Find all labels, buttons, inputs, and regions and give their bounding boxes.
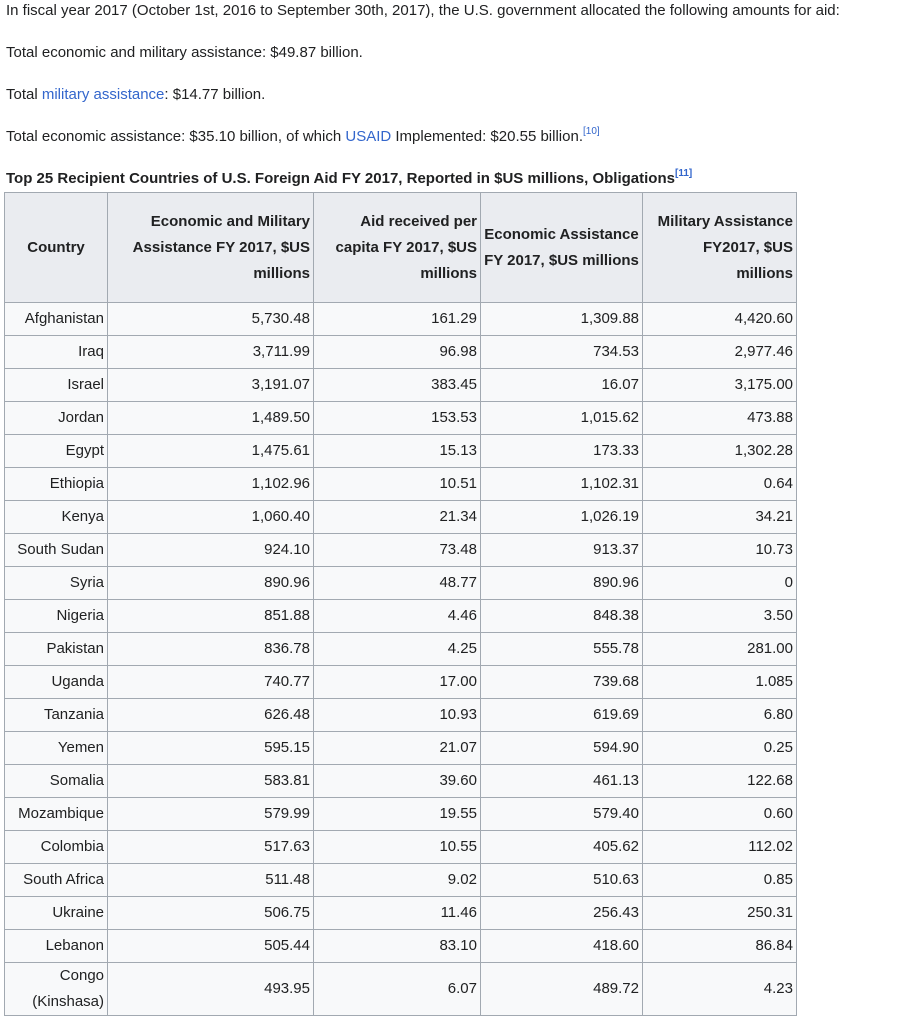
intro-text: Total	[6, 86, 42, 103]
cell-economic: 256.43	[481, 897, 643, 930]
table-caption	[6, 169, 692, 189]
cell-military: 0.64	[643, 468, 797, 501]
cell-total-assistance: 890.96	[108, 567, 314, 600]
cell-country: Pakistan	[5, 633, 108, 666]
cell-country: Ethiopia	[5, 468, 108, 501]
cell-military: 1.085	[643, 666, 797, 699]
table-row	[5, 798, 797, 831]
cell-per-capita: 48.77	[314, 567, 481, 600]
cell-country: Lebanon	[5, 930, 108, 963]
cell-economic: 1,102.31	[481, 468, 643, 501]
cell-military: 0.25	[643, 732, 797, 765]
cell-military: 86.84	[643, 930, 797, 963]
cell-country: Iraq	[5, 336, 108, 369]
table-row	[5, 633, 797, 666]
table-row	[5, 963, 797, 1016]
cell-economic: 913.37	[481, 534, 643, 567]
table-row	[5, 732, 797, 765]
cell-per-capita: 161.29	[314, 303, 481, 336]
cell-economic: 418.60	[481, 930, 643, 963]
table-row	[5, 534, 797, 567]
cell-total-assistance: 595.15	[108, 732, 314, 765]
cell-country: Kenya	[5, 501, 108, 534]
cell-military: 112.02	[643, 831, 797, 864]
table-row	[5, 831, 797, 864]
cell-country: Syria	[5, 567, 108, 600]
cell-military: 34.21	[643, 501, 797, 534]
cell-economic: 594.90	[481, 732, 643, 765]
cell-per-capita: 83.10	[314, 930, 481, 963]
cell-per-capita: 383.45	[314, 369, 481, 402]
table-row	[5, 567, 797, 600]
intro-text: In fiscal year 2017 (October 1st, 2016 to September 30th, 2017), the U.S. government allocated the following amounts for aid:	[6, 2, 840, 19]
intro-text: : $14.77 billion.	[164, 86, 266, 103]
cell-total-assistance: 579.99	[108, 798, 314, 831]
cell-military: 2,977.46	[643, 336, 797, 369]
table-row	[5, 930, 797, 963]
table-row	[5, 468, 797, 501]
cell-economic: 173.33	[481, 435, 643, 468]
cell-military: 250.31	[643, 897, 797, 930]
column-header-total-assistance[interactable]: Economic and Military Assistance FY 2017, $US millions	[108, 193, 314, 303]
cell-military: 281.00	[643, 633, 797, 666]
table-header-row	[5, 193, 797, 303]
cell-military: 6.80	[643, 699, 797, 732]
cell-total-assistance: 851.88	[108, 600, 314, 633]
cell-military: 1,302.28	[643, 435, 797, 468]
citation-ref[interactable]: [11]	[674, 168, 693, 179]
cell-country: Nigeria	[5, 600, 108, 633]
cell-total-assistance: 506.75	[108, 897, 314, 930]
cell-total-assistance: 3,191.07	[108, 369, 314, 402]
cell-per-capita: 4.25	[314, 633, 481, 666]
cell-country: Afghanistan	[5, 303, 108, 336]
table-row	[5, 303, 797, 336]
cell-total-assistance: 511.48	[108, 864, 314, 897]
column-header-per-capita[interactable]: Aid received per capita FY 2017, $US millions	[314, 193, 481, 303]
cell-per-capita: 10.51	[314, 468, 481, 501]
cell-total-assistance: 1,475.61	[108, 435, 314, 468]
cell-country: Yemen	[5, 732, 108, 765]
cell-country: Congo (Kinshasa)	[5, 963, 108, 1016]
cell-per-capita: 96.98	[314, 336, 481, 369]
cell-total-assistance: 740.77	[108, 666, 314, 699]
intro-text: Total economic assistance: $35.10 billion, of which	[6, 128, 346, 145]
table-row	[5, 336, 797, 369]
cell-total-assistance: 583.81	[108, 765, 314, 798]
intro-text: Total economic and military assistance: $49.87 billion.	[6, 44, 363, 61]
intro-paragraph-fiscal-year	[6, 1, 840, 21]
cell-country: Jordan	[5, 402, 108, 435]
column-header-military[interactable]: Military Assistance FY2017, $US millions	[643, 193, 797, 303]
cell-per-capita: 21.07	[314, 732, 481, 765]
table-body	[5, 303, 797, 1016]
cell-total-assistance: 1,489.50	[108, 402, 314, 435]
cell-per-capita: 19.55	[314, 798, 481, 831]
cell-total-assistance: 493.95	[108, 963, 314, 1016]
cell-total-assistance: 5,730.48	[108, 303, 314, 336]
cell-total-assistance: 1,060.40	[108, 501, 314, 534]
cell-per-capita: 9.02	[314, 864, 481, 897]
table-row	[5, 501, 797, 534]
cell-country: Israel	[5, 369, 108, 402]
cell-per-capita: 15.13	[314, 435, 481, 468]
cell-per-capita: 6.07	[314, 963, 481, 1016]
cell-economic: 1,015.62	[481, 402, 643, 435]
cell-military: 0	[643, 567, 797, 600]
cell-total-assistance: 1,102.96	[108, 468, 314, 501]
table-row	[5, 600, 797, 633]
cell-total-assistance: 626.48	[108, 699, 314, 732]
table-row	[5, 864, 797, 897]
intro-paragraph-economic	[6, 127, 600, 147]
cell-economic: 405.62	[481, 831, 643, 864]
intro-paragraph-military	[6, 85, 265, 105]
cell-economic: 619.69	[481, 699, 643, 732]
cell-military: 122.68	[643, 765, 797, 798]
cell-country: Tanzania	[5, 699, 108, 732]
table-row	[5, 369, 797, 402]
cell-total-assistance: 836.78	[108, 633, 314, 666]
cell-economic: 555.78	[481, 633, 643, 666]
cell-military: 10.73	[643, 534, 797, 567]
citation-ref[interactable]: [10]	[583, 126, 600, 137]
cell-military: 4.23	[643, 963, 797, 1016]
cell-economic: 510.63	[481, 864, 643, 897]
cell-total-assistance: 924.10	[108, 534, 314, 567]
cell-economic: 579.40	[481, 798, 643, 831]
cell-country: South Sudan	[5, 534, 108, 567]
table-caption-text: Top 25 Recipient Countries of U.S. Foreign Aid FY 2017, Reported in $US millions, Obligations	[6, 170, 675, 187]
table-row	[5, 666, 797, 699]
intro-text: Implemented: $20.55 billion.	[391, 128, 583, 145]
cell-economic: 489.72	[481, 963, 643, 1016]
cell-military: 3,175.00	[643, 369, 797, 402]
cell-economic: 890.96	[481, 567, 643, 600]
cell-per-capita: 10.55	[314, 831, 481, 864]
cell-country: Somalia	[5, 765, 108, 798]
cell-total-assistance: 505.44	[108, 930, 314, 963]
cell-economic: 1,309.88	[481, 303, 643, 336]
cell-per-capita: 153.53	[314, 402, 481, 435]
column-header-economic[interactable]: Economic Assistance FY 2017, $US millions	[481, 193, 643, 303]
cell-per-capita: 17.00	[314, 666, 481, 699]
cell-economic: 16.07	[481, 369, 643, 402]
usaid-link[interactable]: USAID	[345, 128, 392, 145]
cell-country: Egypt	[5, 435, 108, 468]
cell-total-assistance: 517.63	[108, 831, 314, 864]
cell-per-capita: 73.48	[314, 534, 481, 567]
cell-country: South Africa	[5, 864, 108, 897]
cell-economic: 848.38	[481, 600, 643, 633]
cell-per-capita: 10.93	[314, 699, 481, 732]
cell-military: 4,420.60	[643, 303, 797, 336]
cell-per-capita: 21.34	[314, 501, 481, 534]
cell-per-capita: 39.60	[314, 765, 481, 798]
column-header-country[interactable]: Country	[5, 193, 108, 303]
cell-economic: 734.53	[481, 336, 643, 369]
cell-economic: 1,026.19	[481, 501, 643, 534]
table-row	[5, 699, 797, 732]
table-row	[5, 897, 797, 930]
cell-military: 3.50	[643, 600, 797, 633]
cell-country: Ukraine	[5, 897, 108, 930]
military-assistance-link[interactable]: military assistance	[41, 86, 165, 103]
cell-military: 0.85	[643, 864, 797, 897]
cell-economic: 461.13	[481, 765, 643, 798]
aid-recipients-table	[4, 192, 797, 1016]
cell-country: Uganda	[5, 666, 108, 699]
cell-economic: 739.68	[481, 666, 643, 699]
table-row	[5, 402, 797, 435]
cell-per-capita: 11.46	[314, 897, 481, 930]
cell-per-capita: 4.46	[314, 600, 481, 633]
cell-country: Colombia	[5, 831, 108, 864]
cell-military: 473.88	[643, 402, 797, 435]
table-row	[5, 435, 797, 468]
cell-country: Mozambique	[5, 798, 108, 831]
cell-total-assistance: 3,711.99	[108, 336, 314, 369]
intro-paragraph-total	[6, 43, 363, 63]
table-row	[5, 765, 797, 798]
cell-military: 0.60	[643, 798, 797, 831]
